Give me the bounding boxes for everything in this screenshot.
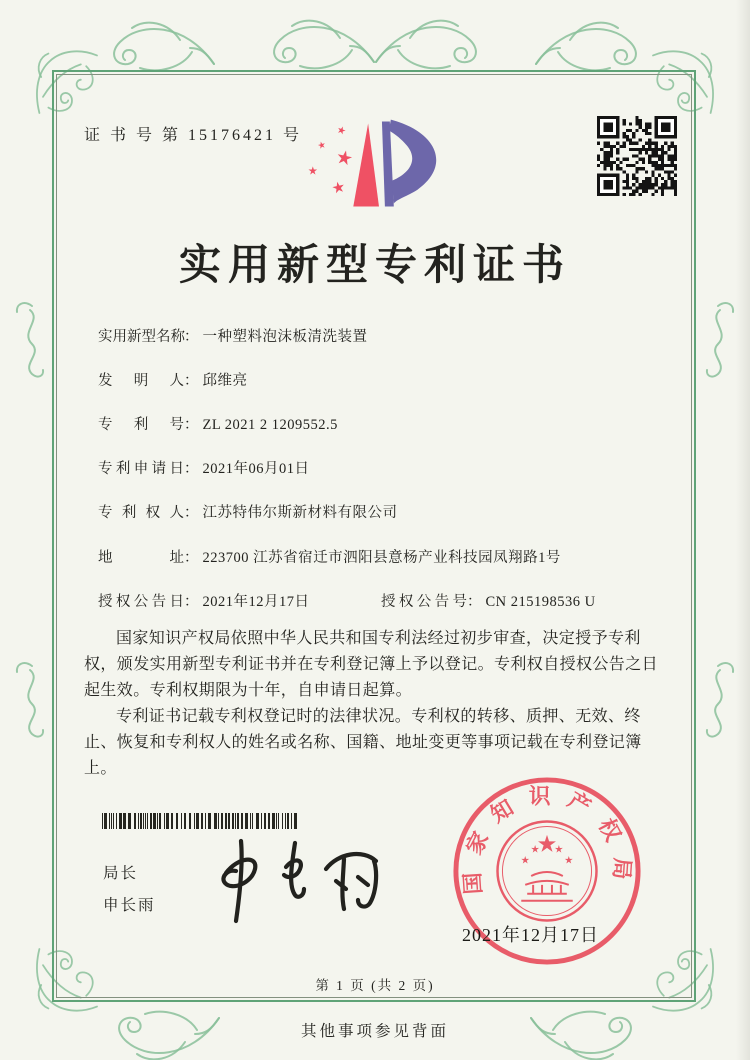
- field-row-grant: [98, 592, 596, 612]
- legal-text-block: [84, 626, 668, 782]
- field-value: 江苏特伟尔斯新材料有限公司: [202, 505, 398, 521]
- field-value: 邱维亮: [202, 373, 248, 389]
- legal-paragraph-2: 专利证书记载专利权登记时的法律状况。专利权的转移、质押、无效、终止、恢复和专利权人的姓名或名称、国籍、地址变更等事项记载在专利登记簿上。: [84, 708, 642, 777]
- qr-code: [597, 116, 677, 196]
- field-row-address: [98, 548, 561, 568]
- field-colon: ：: [184, 461, 199, 477]
- legal-paragraph-1: 国家知识产权局依照中华人民共和国专利法经过初步审查，决定授予专利权，颁发实用新型专利证书并在专利登记簿上予以登记。专利权自授权公告之日起生效。专利权期限为十年，自申请日起算。: [84, 630, 659, 699]
- field-colon: ：: [184, 329, 199, 345]
- field-value: 2021年12月17日: [202, 594, 310, 610]
- field-label: 专利号: [98, 417, 184, 433]
- field-colon: ：: [184, 417, 199, 433]
- field-colon: ：: [184, 505, 199, 521]
- field-value: 一种塑料泡沫板清洗装置: [202, 329, 368, 345]
- cnipa-logo-icon: [298, 114, 456, 216]
- field-value: 2021年06月01日: [202, 461, 310, 477]
- field-value: ZL 2021 2 1209552.5: [202, 417, 338, 433]
- field-label: 地址: [98, 550, 184, 566]
- field-label: 授权公告日: [98, 594, 184, 610]
- field-value: 223700 江苏省宿迁市泗阳县意杨产业科技园凤翔路1号: [202, 550, 561, 566]
- field-row-patentee: [98, 503, 398, 523]
- certificate-title: 实用新型专利证书: [178, 243, 571, 289]
- barcode: [100, 813, 305, 829]
- seal-date: 2021年12月17日: [462, 925, 599, 945]
- field-row-patent-no: [98, 415, 338, 435]
- signature-image: [198, 833, 398, 933]
- field-label: 发明人: [98, 373, 184, 389]
- field-row-inventor: [98, 371, 248, 391]
- certificate-number: 证 书 号 第 15176421 号: [84, 127, 303, 144]
- field-label: 专利申请日: [98, 461, 184, 477]
- field-colon: ：: [184, 594, 199, 610]
- seal-emblem-stars: [521, 835, 572, 864]
- field-colon: ：: [467, 594, 482, 610]
- signer-block: [103, 858, 156, 922]
- field-label: 授权公告号: [381, 594, 467, 610]
- field-label: 专利权人: [98, 505, 184, 521]
- field-colon: ：: [184, 550, 199, 566]
- field-colon: ：: [184, 373, 199, 389]
- grant-publication-group: [381, 592, 596, 612]
- page-number: 第 1 页 (共 2 页): [315, 978, 435, 993]
- field-row-filing-date: [98, 459, 310, 479]
- signer-title: 局长: [103, 865, 139, 882]
- field-row-name: [98, 327, 368, 347]
- back-note: 其他事项参见背面: [300, 1023, 449, 1040]
- seal-text: 国家知识产权局: [459, 784, 635, 895]
- signer-name: 申长雨: [103, 897, 156, 914]
- field-label: 实用新型名称: [98, 329, 185, 345]
- field-value: CN 215198536 U: [485, 594, 596, 610]
